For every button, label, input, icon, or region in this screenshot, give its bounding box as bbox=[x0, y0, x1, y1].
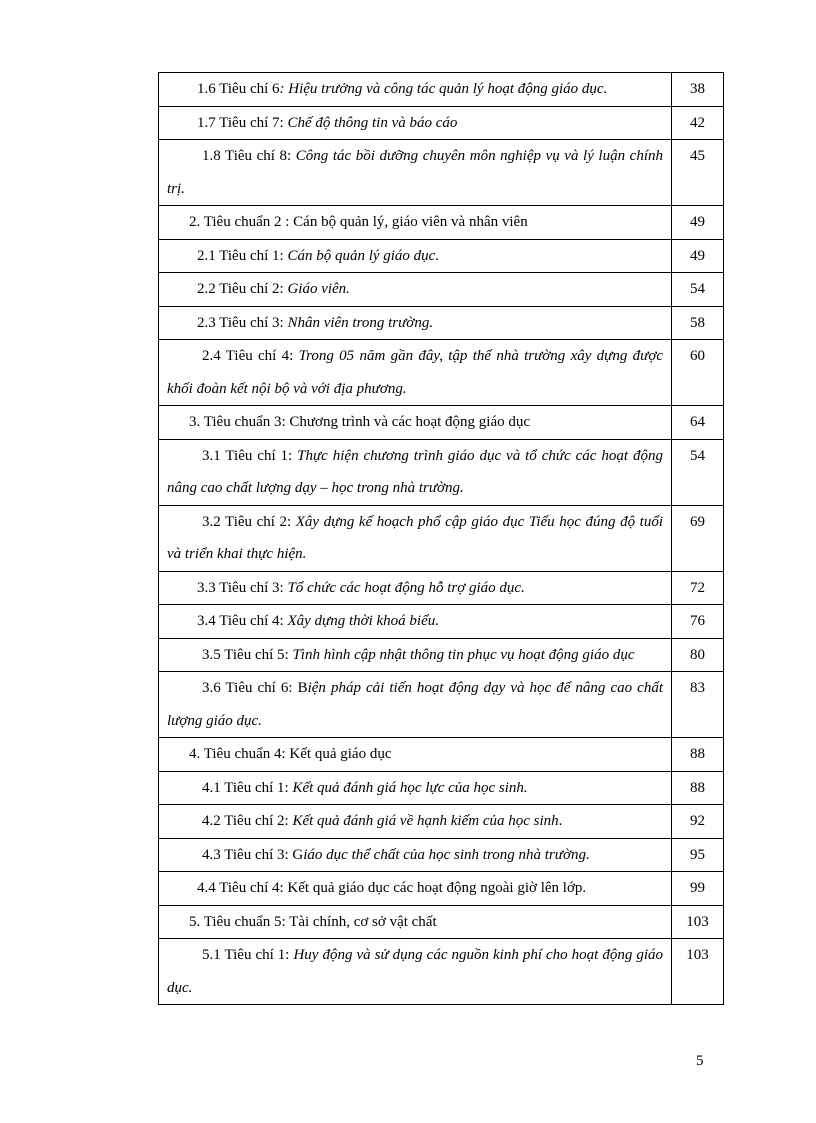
toc-page-number: 95 bbox=[672, 838, 724, 872]
toc-page-number: 49 bbox=[672, 239, 724, 273]
toc-row bbox=[159, 838, 724, 872]
toc-entry-text bbox=[159, 439, 672, 505]
toc-entry-title: Huy động và sử dụng các nguồn kinh phí cho hoạt động giáo dục. bbox=[167, 947, 664, 996]
toc-entry-prefix: 2.3 Tiêu chí 3: bbox=[197, 314, 288, 331]
toc-row bbox=[159, 638, 724, 672]
toc-entry-prefix: 2.2 Tiêu chí 2: bbox=[197, 281, 288, 297]
toc-page-number: 99 bbox=[672, 872, 724, 906]
toc-entry-text bbox=[159, 306, 672, 340]
toc-entry-title: Kết quả đánh giá học lực của học sinh. bbox=[292, 779, 528, 796]
toc-entry-text bbox=[159, 838, 672, 872]
toc-page-number: 45 bbox=[672, 140, 724, 206]
toc-row bbox=[159, 905, 724, 939]
toc-entry-text bbox=[159, 771, 672, 805]
toc-entry-title: Giáo viên. bbox=[287, 281, 350, 297]
toc-entry-prefix: 3.5 Tiêu chí 5: bbox=[202, 646, 293, 663]
toc-row bbox=[159, 939, 724, 1005]
toc-entry-text bbox=[159, 939, 672, 1005]
toc-page-number: 80 bbox=[672, 638, 724, 672]
toc-entry-text bbox=[159, 672, 672, 738]
toc-row bbox=[159, 771, 724, 805]
toc-page-number: 103 bbox=[672, 939, 724, 1005]
toc-entry-prefix: 1.6 Tiêu chí 6 bbox=[197, 81, 280, 97]
toc-entry-title: iện pháp cải tiến hoạt động dạy và học để nâng cao chất lượng giáo dục. bbox=[167, 680, 663, 729]
toc-entry-prefix: 3.6 Tiêu chí 6: B bbox=[202, 680, 308, 696]
toc-entry-title: Kết quả đánh giá về hạnh kiểm của học sinh bbox=[292, 813, 559, 829]
toc-row bbox=[159, 206, 724, 240]
toc-entry-text bbox=[159, 106, 672, 140]
toc-row bbox=[159, 340, 724, 406]
toc-entry-prefix: 4.3 Tiêu chí 3: G bbox=[202, 846, 304, 863]
toc-entry-prefix: 4.2 Tiêu chí 2: bbox=[202, 813, 293, 829]
toc-entry-text bbox=[159, 340, 672, 406]
toc-entry-text bbox=[159, 140, 672, 206]
toc-entry-title: Tình hình cập nhật thông tin phục vụ hoạt động giáo dục bbox=[292, 646, 635, 663]
toc-entry-suffix: . bbox=[558, 813, 563, 829]
toc-row bbox=[159, 672, 724, 738]
toc-entry-text bbox=[159, 605, 672, 639]
toc-entry-prefix: 5. Tiêu chuẩn 5: Tài chính, cơ sở vật chất bbox=[189, 913, 437, 930]
toc-page-number: 38 bbox=[672, 73, 724, 107]
toc-entry-prefix: 3.1 Tiêu chí 1: bbox=[202, 447, 298, 464]
toc-row bbox=[159, 439, 724, 505]
toc-row bbox=[159, 738, 724, 772]
toc-entry-title: Xây dựng kế hoạch phổ cập giáo dục Tiểu học đúng độ tuổi và triển khai thực hiện. bbox=[167, 513, 663, 562]
toc-entry-prefix: 2.4 Tiêu chí 4: bbox=[202, 348, 299, 364]
toc-row bbox=[159, 73, 724, 107]
toc-entry-prefix: 4.4 Tiêu chí 4: Kết quả giáo dục các hoạt động ngoài giờ lên lớp. bbox=[197, 880, 587, 896]
toc-entry-text bbox=[159, 239, 672, 273]
toc-entry-text bbox=[159, 406, 672, 440]
toc-page-number: 76 bbox=[672, 605, 724, 639]
toc-entry-prefix: 1.8 Tiêu chí 8: bbox=[202, 148, 296, 164]
table-of-contents bbox=[158, 72, 724, 1005]
toc-entry-text bbox=[159, 738, 672, 772]
toc-entry-text bbox=[159, 905, 672, 939]
toc-page-number: 92 bbox=[672, 805, 724, 839]
toc-entry-prefix: 1.7 Tiêu chí 7: bbox=[197, 114, 288, 131]
toc-entry-text bbox=[159, 638, 672, 672]
toc-entry-title: Nhân viên trong trường. bbox=[287, 314, 434, 331]
toc-page-number: 103 bbox=[672, 905, 724, 939]
toc-entry-title: : Hiệu trưởng và công tác quản lý hoạt động giáo dục. bbox=[279, 81, 608, 97]
toc-row bbox=[159, 805, 724, 839]
toc-entry-prefix: 4. Tiêu chuẩn 4: Kết quả giáo dục bbox=[189, 746, 392, 762]
toc-entry-prefix: 3.4 Tiêu chí 4: bbox=[197, 613, 288, 629]
toc-page-number: 88 bbox=[672, 771, 724, 805]
toc-entry-prefix: 5.1 Tiêu chí 1: bbox=[202, 947, 294, 963]
toc-row bbox=[159, 239, 724, 273]
toc-entry-prefix: 3.2 Tiêu chí 2: bbox=[202, 513, 296, 530]
toc-page-number: 60 bbox=[672, 340, 724, 406]
toc-entry-prefix: 4.1 Tiêu chí 1: bbox=[202, 779, 293, 796]
toc-entry-title: Trong 05 năm gần đây, tập thể nhà trường xây dựng được khối đoàn kết nội bộ và với địa phương. bbox=[167, 348, 664, 397]
toc-entry-title: Xây dựng thời khoá biểu. bbox=[287, 613, 440, 629]
toc-row bbox=[159, 872, 724, 906]
toc-page-number: 54 bbox=[672, 439, 724, 505]
toc-entry-title: Thực hiện chương trình giáo dục và tổ chức các hoạt động nâng cao chất lượng dạy – học trong nhà trường. bbox=[167, 447, 663, 496]
toc-row bbox=[159, 571, 724, 605]
toc-entry-text bbox=[159, 505, 672, 571]
toc-page-number: 64 bbox=[672, 406, 724, 440]
toc-row bbox=[159, 273, 724, 307]
toc-entry-prefix: 3. Tiêu chuẩn 3: Chương trình và các hoạt động giáo dục bbox=[189, 414, 531, 430]
toc-entry-title: iáo dục thể chất của học sinh trong nhà trường. bbox=[303, 846, 590, 863]
toc-row bbox=[159, 306, 724, 340]
toc-row bbox=[159, 605, 724, 639]
page-number: 5 bbox=[696, 1053, 704, 1069]
toc-row bbox=[159, 406, 724, 440]
toc-entry-text bbox=[159, 273, 672, 307]
toc-entry-text bbox=[159, 206, 672, 240]
toc-entry-text bbox=[159, 73, 672, 107]
toc-page-number: 88 bbox=[672, 738, 724, 772]
toc-entry-prefix: 2. Tiêu chuẩn 2 : Cán bộ quản lý, giáo viên và nhân viên bbox=[189, 214, 528, 230]
toc-page-number: 83 bbox=[672, 672, 724, 738]
toc-page-number: 54 bbox=[672, 273, 724, 307]
toc-entry-title: Tổ chức các hoạt động hỗ trợ giáo dục. bbox=[287, 579, 525, 596]
toc-page-number: 72 bbox=[672, 571, 724, 605]
toc-entry-text bbox=[159, 872, 672, 906]
toc-page-number: 42 bbox=[672, 106, 724, 140]
toc-entry-title: Chế độ thông tin và báo cáo bbox=[287, 114, 458, 131]
toc-entry-text bbox=[159, 571, 672, 605]
toc-page-number: 69 bbox=[672, 505, 724, 571]
toc-row bbox=[159, 505, 724, 571]
toc-row bbox=[159, 106, 724, 140]
toc-page-number: 49 bbox=[672, 206, 724, 240]
toc-entry-prefix: 2.1 Tiêu chí 1: bbox=[197, 247, 288, 264]
toc-entry-text bbox=[159, 805, 672, 839]
toc-entry-title: Công tác bồi dưỡng chuyên môn nghiệp vụ và lý luận chính trị. bbox=[167, 148, 663, 197]
toc-row bbox=[159, 140, 724, 206]
toc-entry-title: Cán bộ quản lý giáo dục. bbox=[287, 247, 440, 264]
toc-page-number: 58 bbox=[672, 306, 724, 340]
toc-entry-prefix: 3.3 Tiêu chí 3: bbox=[197, 579, 288, 596]
